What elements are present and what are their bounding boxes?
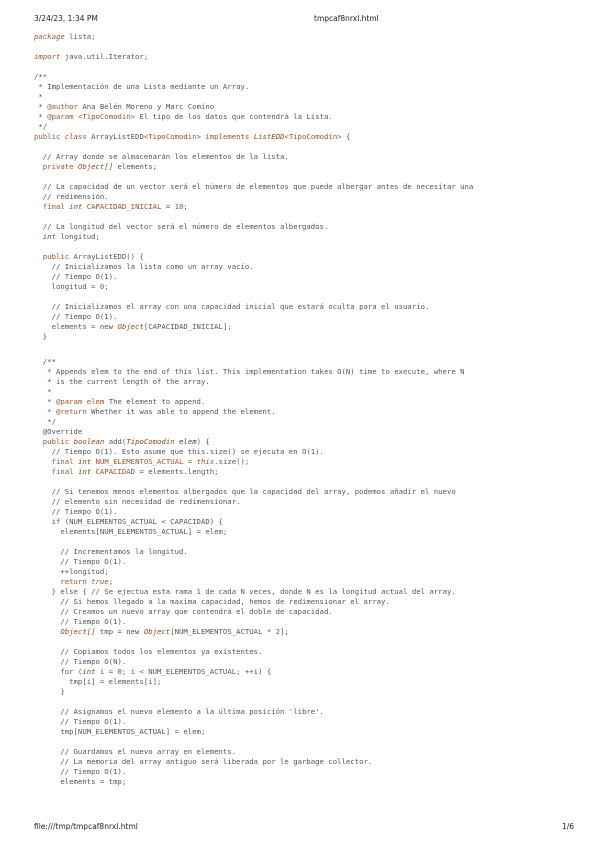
code-token: for ( [34,667,83,676]
code-token: if (NUM_ELEMENTOS_ACTUAL < CAPACIDAD) { [34,517,223,526]
code-line [34,272,117,282]
code-token: [CAPACIDAD_INICIAL]; [143,322,232,331]
code-token: * Implementación de una Lista mediante un Array. [34,82,250,91]
code-line [34,577,113,587]
code-token: int [34,232,56,241]
code-token: <TipoComodin> [143,132,201,141]
code-line [34,162,157,172]
code-token: * [34,397,56,406]
code-token: // Inicializamos la lista como un array vacío. [34,262,254,271]
code-token: ArrayListEDD [86,132,144,141]
code-token: ++longitud; [34,567,109,576]
code-line [34,417,56,427]
code-token: return [34,577,87,586]
code-line [34,262,254,272]
code-token: // Tiempo O(N). [34,657,127,666]
code-token: <TipoComodin> [284,132,342,141]
code-token: // Si hemos llegado a la maxima capacidad, hemos de redimensionar el array. [34,597,390,606]
code-token: The element to append. [104,397,206,406]
code-token: // La longitud del vector será el número de elementos albergados. [34,222,329,231]
code-line [34,102,214,112]
code-line [34,597,390,607]
code-token: elem [82,397,105,406]
code-line [34,527,227,537]
code-token: Object [117,322,144,331]
code-line [34,487,456,497]
code-token: final [34,457,74,466]
code-line [34,222,328,232]
code-token: * Appends elem to the end of this list. This implementation takes O(N) time to execute, where N [34,367,465,376]
code-token: // Inicializamos el array con una capacidad inicial que estará oculta para el usuario. [34,302,430,311]
code-token: // Copiamos todos los elementos ya existentes. [34,647,263,656]
code-token: Object [143,627,171,636]
code-token: * [34,112,48,121]
code-token: * [34,92,43,101]
code-token: // Incrementamos la longitud. [34,547,188,556]
code-token: // elemento sin necesidad de redimensionar. [34,497,241,506]
code-token: ]; [280,627,289,636]
code-line [34,767,126,777]
code-token: // Tiempo O(1). [34,272,118,281]
code-token: [NUM_ELEMENTOS_ACTUAL * [170,627,276,636]
code-line [34,677,161,687]
code-token: .size(); [214,457,250,466]
code-line [34,92,43,102]
code-token: public [34,132,65,141]
code-token: 0 [99,282,105,291]
code-token: } [34,332,48,341]
print-footer-path: file:///tmp/tmpcaf8nrxl.html [34,822,138,831]
code-line [34,567,109,577]
code-token: 10 [174,202,184,211]
code-token: @param [47,112,74,121]
code-token: public [34,252,70,261]
code-token: java.util.Iterator; [60,52,149,61]
code-token: int [69,202,83,211]
code-token: lista; [64,32,96,41]
code-token: TipoComodin [126,437,175,446]
code-token: this [196,457,215,466]
code-token: // Tiempo O(1). [34,767,127,776]
code-token: = elements.length; [135,467,219,476]
code-token: <TipoComodin> [77,112,136,121]
code-token: = [161,202,175,211]
code-token: ; [104,282,109,291]
code-line [34,707,324,717]
code-token: ArrayListEDD() { [69,252,144,261]
code-token: // Tiempo O(1). [34,617,127,626]
code-token: // La memoria del array antiguo será liberada por le garbage collector. [34,757,373,766]
code-line [34,557,126,567]
code-line [34,727,205,737]
code-line [34,497,240,507]
code-token: ; i < NUM_ELEMENTOS_ACTUAL; ++i) { [121,667,272,676]
code-token: Object[] [34,627,96,636]
code-line [34,112,333,122]
code-line [34,777,126,787]
code-line [34,427,82,437]
code-line [34,357,56,367]
code-token: package [34,32,65,41]
code-line [34,507,117,517]
code-token: 0 [117,667,122,676]
code-token: // Guardamos el nuevo array en elements. [34,747,237,756]
code-line [34,667,271,677]
code-token: // redimensión. [34,192,109,201]
code-line [34,757,372,767]
code-line [34,747,236,757]
code-token: * is the current length of the array. [34,377,210,386]
code-line [34,232,100,242]
code-line [34,32,96,42]
code-line [34,407,276,417]
print-footer-page-number: 1/6 [562,822,575,831]
code-token: 2 [275,627,281,636]
code-line [34,467,219,477]
code-token: * [34,407,56,416]
code-token: // La capacidad de un vector será el número de elementos que puede albergar antes de necesitar una [34,182,474,191]
code-token: /** [34,72,48,81]
code-line [34,517,223,527]
code-token: final [34,467,74,476]
code-line [34,202,188,212]
code-line [34,52,148,62]
code-token: { [341,132,351,141]
code-line [34,192,109,202]
code-token: @return [55,407,87,416]
code-token: implements [205,132,250,141]
code-token: ; [183,202,188,211]
print-header-title: tmpcaf8nrxl.html [314,14,379,23]
code-token: class [64,132,87,141]
code-line [34,282,109,292]
code-line [34,122,47,132]
code-token: elements = new [34,322,118,331]
code-line [34,647,262,657]
code-token: ; [108,577,114,586]
code-token: CAPACIDAD_INICIAL [82,202,162,211]
code-line [34,617,126,627]
code-token: // Tiempo O(1). [34,557,127,566]
code-line [34,132,350,142]
code-line [34,447,324,457]
code-token: private [34,162,74,171]
code-token: CAPACIDAD [91,467,136,476]
code-token: @Override [34,427,83,436]
code-token: El tipo de los datos que contendrá la Lista. [135,112,333,121]
code-line [34,457,249,467]
code-token: @param [55,397,83,406]
code-token: // Asignamos el nuevo elemento a la última posición 'libre'. [34,707,324,716]
print-header-datetime: 3/24/23, 1:34 PM [34,14,98,23]
code-token: // Tiempo O(1). [34,507,118,516]
code-token: elements = tmp; [34,777,127,786]
code-token: public [34,437,70,446]
code-token: int [77,457,92,466]
code-token: // Si tenemos menos elementos albergados que la capacidad del array, podemos añadir el nuevo [34,487,456,496]
code-token: ) { [196,437,210,446]
code-token: ListEDD [253,132,285,141]
code-token: add( [104,437,127,446]
code-token: longitud = [34,282,100,291]
code-token: NUM_ELEMENTOS_ACTUAL [91,457,184,466]
code-line [34,717,126,727]
code-line [34,302,429,312]
code-token: Ana Belén Moreno y Marc Comino [77,102,215,111]
code-token: longitud; [55,232,100,241]
code-token: elements[NUM_ELEMENTOS_ACTUAL] = elem; [34,527,228,536]
code-token: Whether it was able to append the element. [86,407,276,416]
code-token: boolean [73,437,105,446]
code-line [34,152,289,162]
code-token: } [34,687,65,696]
code-line [34,332,47,342]
code-token: int [82,667,96,676]
code-token: @author [47,102,78,111]
code-token: = [183,457,197,466]
code-line [34,322,232,332]
code-line [34,587,456,597]
code-token: // Se ejectua esta rama 1 de cada N veces, donde N es la longitud actual del array. [91,587,456,596]
code-token: } else { [34,587,92,596]
code-line [34,72,47,82]
code-token: tmp[i] = elements[i]; [34,677,162,686]
code-line [34,312,117,322]
code-token: * [34,387,52,396]
code-line [34,607,333,617]
code-line [34,252,144,262]
code-token: Object[] [77,162,114,171]
code-token: // Tiempo O(1). [34,717,127,726]
code-token: true [91,577,109,586]
code-line [34,687,65,697]
code-line [34,182,473,192]
code-line [34,367,465,377]
code-line [34,547,188,557]
code-token: tmp[NUM_ELEMENTOS_ACTUAL] = elem; [34,727,206,736]
code-token: i = [95,667,118,676]
code-line [34,377,210,387]
code-token: int [77,467,92,476]
code-line [34,82,249,92]
code-line [34,627,289,637]
code-token: */ [34,417,56,426]
code-line [34,657,126,667]
code-line [34,387,52,397]
code-token: // Tiempo O(1). [34,312,118,321]
code-token: // Creamos un nuevo array que contendrá el doble de capacidad. [34,607,333,616]
code-token: * [34,102,48,111]
code-line [34,397,205,407]
code-token: final [34,202,65,211]
code-token: import [34,52,61,61]
code-token: /** [34,357,56,366]
code-token: */ [34,122,48,131]
code-line [34,437,210,447]
code-token: elem [179,437,197,446]
code-token: elements; [113,162,158,171]
code-token: tmp = new [95,627,144,636]
code-token: // Tiempo O(1). Esto asume que this.size() se ejecuta en O(1). [34,447,324,456]
code-token: // Array donde se almacenarán los elementos de la lista. [34,152,289,161]
